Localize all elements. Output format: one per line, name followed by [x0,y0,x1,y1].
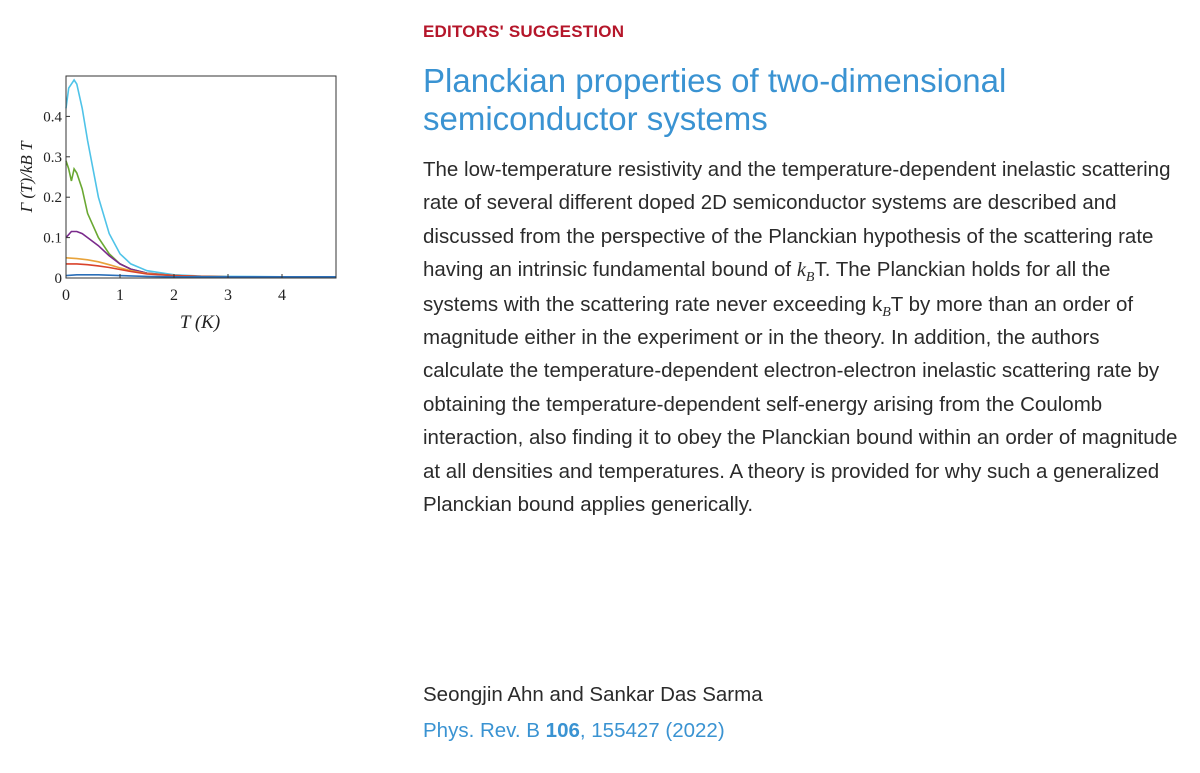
authors: Seongjin Ahn and Sankar Das Sarma [423,683,763,706]
series-line-3 [66,232,336,277]
y-axis-label-text: Γ (T)/kB T [17,141,36,213]
figure-plot [0,60,360,350]
x-tick-label-0: 0 [62,287,70,304]
series-line-1 [66,80,336,277]
x-tick-label-1: 1 [116,287,124,304]
kb2-sub: B [882,304,891,320]
y-axis-label [17,140,36,214]
y-tick-label-0: 0 [54,271,62,287]
citation-link[interactable] [423,719,725,743]
y-tick-label-0.3: 0.3 [43,149,62,166]
x-tick-label-3: 3 [224,287,232,304]
y-tick-label-0.4: 0.4 [43,109,62,126]
citation-volume: 106 [545,719,580,742]
y-tick-label-0.2: 0.2 [43,190,62,207]
x-tick-label-2: 2 [170,287,178,304]
x-tick-label-4: 4 [278,287,286,304]
citation-journal: Phys. Rev. B [423,719,546,742]
citation-rest: , 155427 (2022) [579,719,725,742]
editors-suggestion-label: EDITORS' SUGGESTION [423,22,625,41]
kb-tail: T [814,258,825,282]
series-line-2 [66,161,336,277]
y-tick-label-0.1: 0.1 [43,230,62,247]
kb-sub: B [805,270,815,286]
kb-k: k [796,259,806,282]
abstract [423,153,1183,521]
plot-area [66,80,336,277]
kb-symbol [796,259,815,286]
article-title[interactable]: Planckian properties of two-dimensional semiconductor systems [423,62,1007,137]
abstract-part-3: T by more than an order of magnitude either in the experiment or in the theory. In addition, the authors calculate the temperature-dependent electron-electron inelastic scattering rate by obtaining the temperature-dependent self-energy arising from the Coulomb interaction, also finding it to obey the Planckian bound within an order of magnitude at all densities and temperatures. A theory is provided for why such a generalized Planckian bound applies generically. [423,292,1178,517]
plot-frame [66,76,336,278]
abstract-part-2: . The Planckian holds for all the systems with the scattering rate never exceeding k [423,258,1111,316]
x-axis-label: T (K) [179,312,221,333]
abstract-part-1: The low-temperature resistivity and the temperature-dependent inelastic scattering rate of several different doped 2D semiconductor systems are described and discussed from the perspective of the Planckian hypothesis of the scattering rate having an intrinsic fundamental bound of [423,158,1171,282]
